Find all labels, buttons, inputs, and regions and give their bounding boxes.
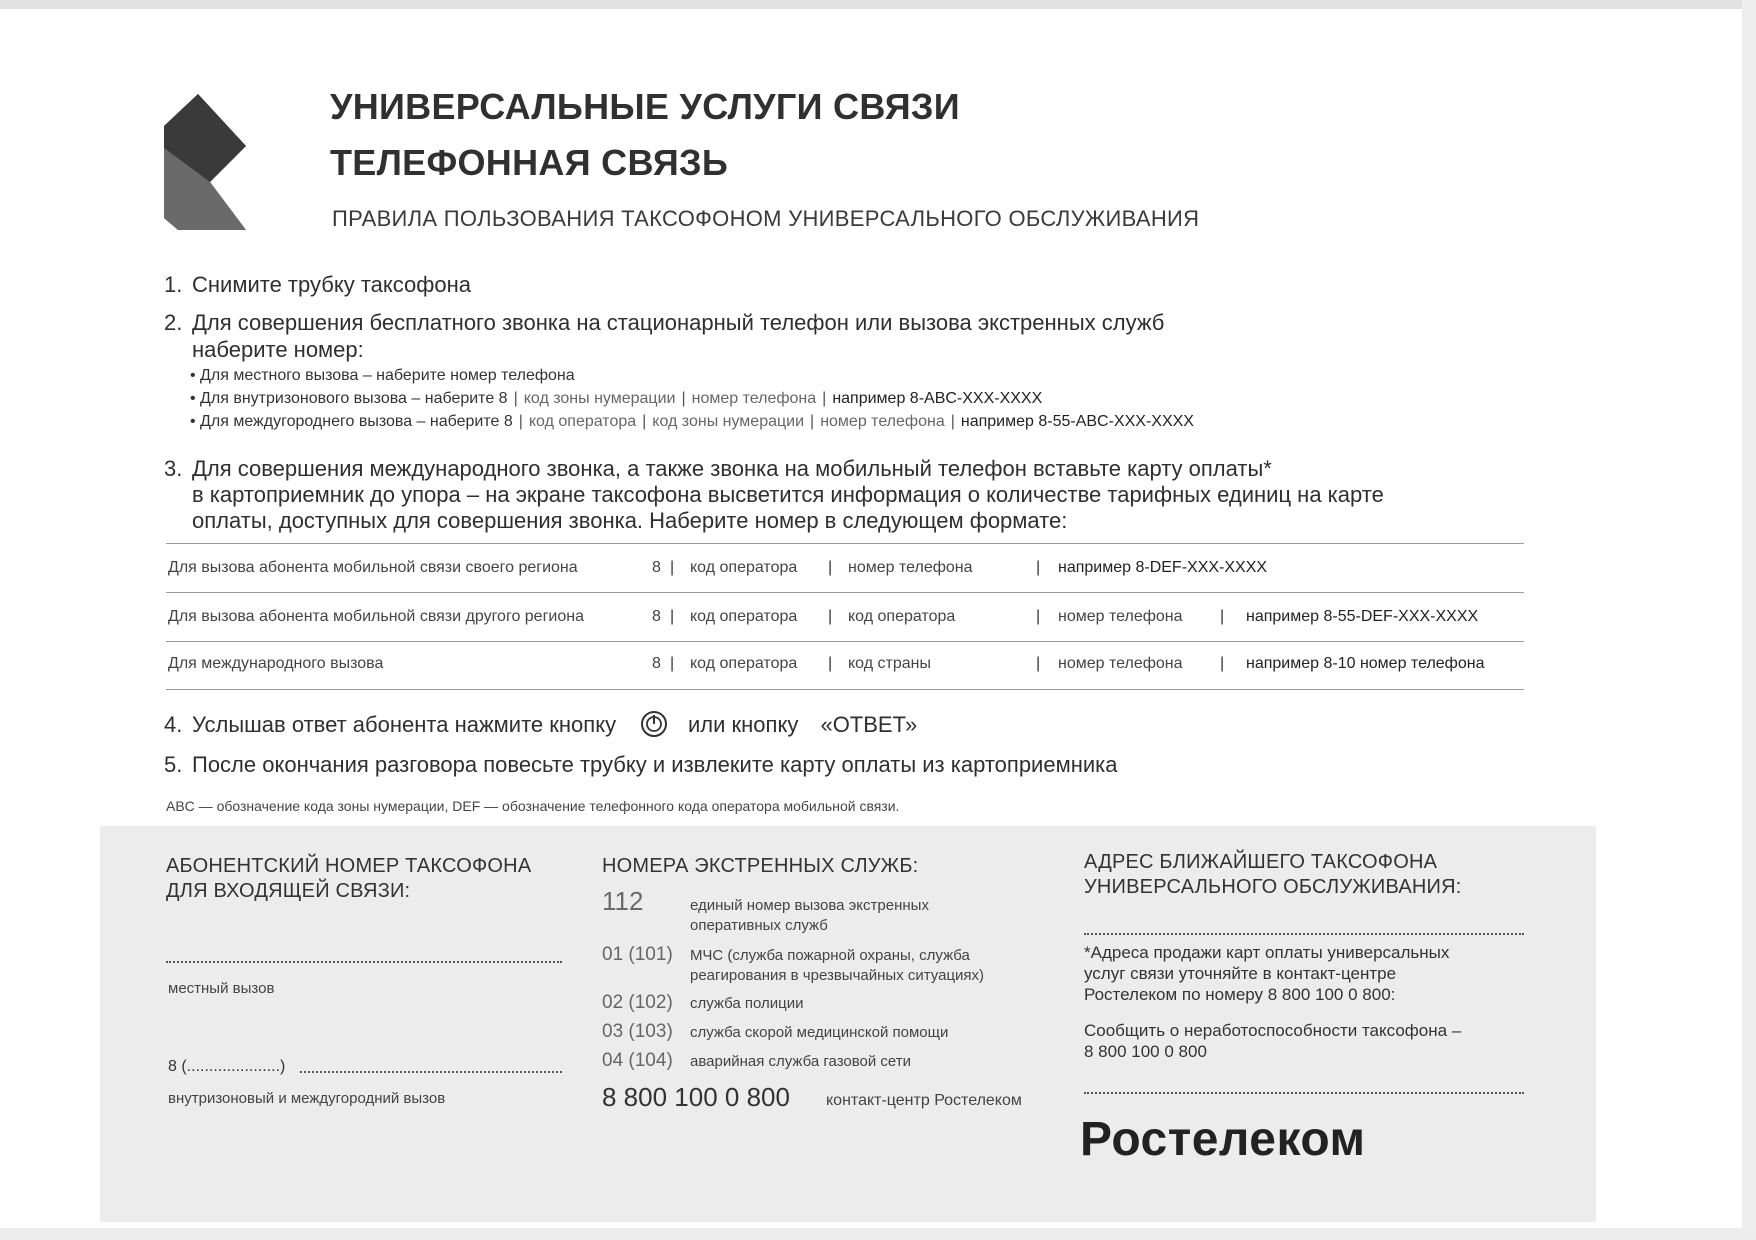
dial-example: например 8-55-ABC-XXX-XXXX (960, 413, 1194, 430)
title-line: АДРЕС БЛИЖАЙШЕГО ТАКСОФОНА (1084, 851, 1438, 873)
row-cell: номер телефона (1058, 608, 1183, 625)
rostelecom-logo-icon (164, 94, 246, 230)
emergency-code: 03 (103) (602, 1021, 673, 1042)
local-call-label: местный вызов (168, 980, 275, 997)
step-3 (164, 456, 1272, 482)
row-cell: код оператора (690, 655, 798, 672)
emergency-code: 04 (104) (602, 1050, 673, 1071)
row-label: Для вызова абонента мобильной связи другого региона (168, 608, 584, 625)
footnote: ABC — обозначение кода зоны нумерации, DEF — обозначение телефонного кода оператора мобильной связи. (166, 798, 900, 814)
bullet-intrazone-call: • Для внутризонового вызова – наберите 8 | код зоны нумерации | номер телефона | например 8-ABC-XXX-XXXX (190, 390, 1043, 407)
table-rule (166, 641, 1524, 642)
table-row: Для вызова абонента мобильной связи своего региона 8 | код оператора | номер телефона | например 8-DEF-XXX-XXXX (168, 559, 1268, 576)
page-title: УНИВЕРСАЛЬНЫЕ УСЛУГИ СВЯЗИ (330, 86, 960, 127)
row-prefix: 8 (652, 655, 661, 672)
emergency-desc: аварийная служба газовой сети (690, 1053, 912, 1070)
row-cell: код страны (848, 655, 931, 672)
hotline-number: 8 800 100 0 800 (602, 1082, 790, 1112)
bullet-longdistance-call: • Для междугороднего вызова – наберите 8 | код оператора | код зоны нумерации | номер телефона | например 8-55-ABC-XXX-XXXX (190, 413, 1194, 430)
local-number-blank (166, 961, 562, 963)
scan-top-edge (0, 0, 1756, 9)
scan-bottom-edge (0, 1228, 1756, 1240)
desc-line: реагирования в чрезвычайных ситуациях) (690, 967, 985, 984)
table-rule (166, 592, 1524, 593)
dial-part: код оператора (528, 413, 637, 430)
emergency-desc (690, 896, 929, 936)
step-text: Услышав ответ абонента нажмите кнопку (192, 712, 617, 737)
step-text: Снимите трубку таксофона (192, 272, 471, 297)
step-number: 2. (164, 310, 183, 335)
note-line: Ростелеком по номеру 8 800 100 0 800: (1084, 985, 1396, 1004)
title-line: АБОНЕНТСКИЙ НОМЕР ТАКСОФОНА (166, 855, 532, 877)
title-line: УНИВЕРСАЛЬНОГО ОБСЛУЖИВАНИЯ: (1084, 876, 1462, 898)
row-cell: код оператора (848, 608, 956, 625)
note-line: Сообщить о неработоспособности таксофона – (1084, 1021, 1462, 1040)
zone-prefix: 8 (.....................) (168, 1058, 286, 1075)
note-line: услуг связи уточняйте в контакт-центре (1084, 964, 1397, 983)
zone-number-blank (300, 1071, 562, 1073)
step-number: 5. (164, 752, 183, 777)
row-label: Для международного вызова (168, 655, 384, 672)
row-label: Для вызова абонента мобильной связи своего региона (168, 559, 578, 576)
row-prefix: 8 (652, 608, 661, 625)
note-line: *Адреса продажи карт оплаты универсальных (1084, 943, 1450, 962)
row-example: например 8-55-DEF-XXX-XXXX (1246, 608, 1479, 625)
page-subtitle: ПРАВИЛА ПОЛЬЗОВАНИЯ ТАКСОФОНОМ УНИВЕРСАЛЬНОГО ОБСЛУЖИВАНИЯ (332, 206, 1200, 231)
answer-button-icon (640, 710, 668, 738)
step-text: Для совершения бесплатного звонка на стационарный телефон или вызова экстренных служб (192, 310, 1165, 335)
address-blank-2 (1084, 1092, 1524, 1094)
step-2 (164, 310, 1164, 336)
row-cell: номер телефона (1058, 655, 1183, 672)
row-example: например 8-DEF-XXX-XXXX (1058, 559, 1268, 576)
step-number: 3. (164, 456, 183, 481)
table-rule (166, 689, 1524, 690)
emergency-desc: служба полиции (690, 995, 804, 1012)
row-example: например 8-10 номер телефона (1246, 655, 1485, 672)
emergency-code: 01 (101) (602, 944, 673, 965)
row-cell: код оператора (690, 559, 798, 576)
brand-wordmark: Ростелеком (1080, 1113, 1366, 1166)
emergency-desc: служба скорой медицинской помощи (690, 1024, 949, 1041)
dial-part: номер телефона (691, 390, 817, 407)
step-text: После окончания разговора повесьте трубку и извлеките карту оплаты из картоприемника (192, 752, 1118, 777)
bullet-lead: • Для междугороднего вызова – наберите 8 (190, 413, 513, 430)
title-line: ДЛЯ ВХОДЯЩЕЙ СВЯЗИ: (166, 880, 411, 902)
desc-line: МЧС (служба пожарной охраны, служба (690, 947, 970, 964)
step-number: 4. (164, 712, 183, 737)
row-cell: номер телефона (848, 559, 973, 576)
dial-example: например 8-ABC-XXX-XXXX (832, 390, 1043, 407)
dial-part: код зоны нумерации (523, 390, 676, 407)
table-rule (166, 543, 1524, 544)
zone-call-label: внутризоновый и междугородний вызов (168, 1090, 446, 1107)
report-fault-note (1084, 1020, 1461, 1062)
step-4 (164, 712, 616, 738)
bullet-local-call: • Для местного вызова – наберите номер телефона (190, 367, 575, 384)
note-line: 8 800 100 0 800 (1084, 1042, 1207, 1061)
step-text: или кнопку (688, 712, 799, 737)
subscriber-number-title (166, 854, 531, 904)
desc-line: единый номер вызова экстренных (690, 897, 929, 914)
desc-line: оперативных служб (690, 917, 828, 934)
emergency-desc (690, 946, 984, 986)
step-3-line-3: оплаты, доступных для совершения звонка. Наберите номер в следующем формате: (192, 508, 1068, 533)
step-3-line-2: в картоприемник до упора – на экране таксофона высветится информация о количестве тарифных единиц на карте (192, 482, 1384, 507)
card-sales-note (1084, 942, 1449, 1005)
bullet-lead: • Для внутризонового вызова – наберите 8 (190, 390, 508, 407)
hotline-label: контакт-центр Ростелеком (826, 1092, 1022, 1109)
address-title (1084, 850, 1462, 900)
table-row: Для вызова абонента мобильной связи другого региона 8 | код оператора | код оператора | номер телефона | например 8-55-DEF-XXX-XXXX (168, 608, 1479, 625)
dial-part: номер телефона (820, 413, 945, 430)
step-1 (164, 272, 471, 298)
step-5 (164, 752, 1118, 778)
step-number: 1. (164, 272, 183, 297)
step-text: Для совершения международного звонка, а также звонка на мобильный телефон вставьте карту оплаты* (192, 456, 1272, 481)
address-blank (1084, 933, 1524, 935)
step-2-line-2: наберите номер: (192, 337, 364, 362)
page-title-line-2: ТЕЛЕФОННАЯ СВЯЗЬ (330, 142, 729, 183)
table-row: Для международного вызова 8 | код оператора | код страны | номер телефона | например 8-10 номер телефона (168, 655, 1485, 672)
emergency-code: 02 (102) (602, 992, 673, 1013)
emergency-code: 112 (602, 886, 644, 916)
emergency-title: НОМЕРА ЭКСТРЕННЫХ СЛУЖБ: (602, 855, 919, 877)
answer-key-label: «ОТВЕТ» (820, 712, 918, 737)
step-4-continued (688, 712, 917, 738)
row-prefix: 8 (652, 559, 661, 576)
dial-part: код зоны нумерации (652, 413, 805, 430)
scan-right-edge (1742, 0, 1756, 1240)
row-cell: код оператора (690, 608, 798, 625)
